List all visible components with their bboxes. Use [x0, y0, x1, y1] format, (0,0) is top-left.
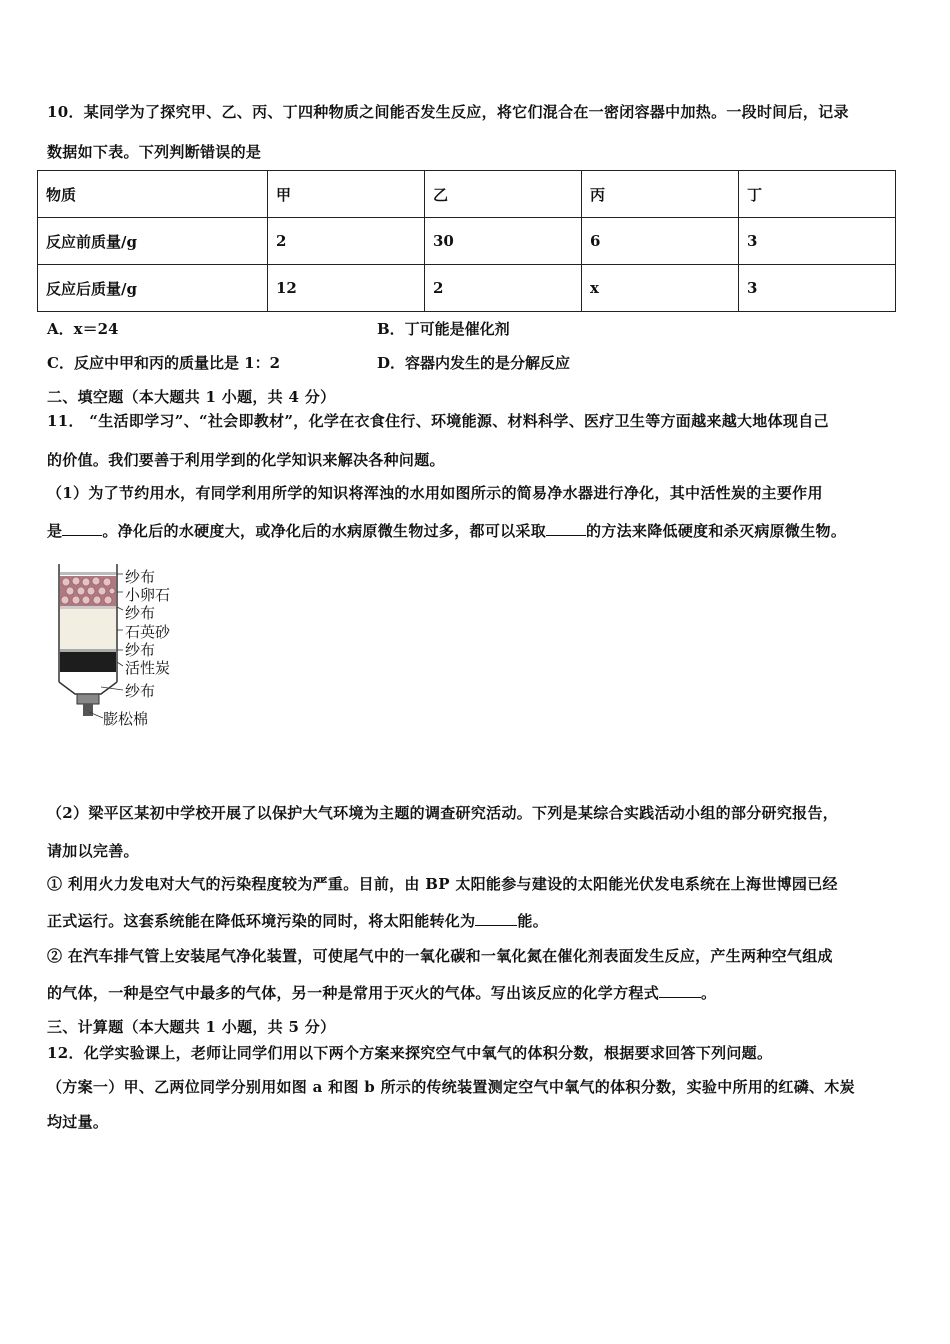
cotton-plug — [77, 694, 99, 704]
mass-data-table — [37, 170, 896, 312]
figure-label-gauze: 纱布 — [125, 604, 156, 622]
q12-stem-line1: 12．化学实验课上，老师让同学们用以下两个方案来探究空气中氧气的体积分数，根据要求回答下列问题。 — [47, 1044, 773, 1062]
figure-label-quartz-sand: 石英砂 — [125, 623, 171, 641]
table-cell: 反应前质量/g — [38, 218, 268, 265]
q11-item2-text-b: 。 — [701, 984, 717, 1002]
answer-blank[interactable] — [659, 983, 701, 998]
table-cell: 反应后质量/g — [38, 265, 268, 312]
q11-part1-line1: （1）为了节约用水，有同学利用所学的知识将浑浊的水用如图所示的简易净水器进行净化，其中活性炭的主要作用 — [47, 484, 823, 502]
option-c[interactable]: C．反应中甲和丙的质量比是 1：2 — [47, 354, 281, 372]
q11-item2-text-a: 的气体，一种是空气中最多的气体，另一种是常用于灭火的气体。写出该反应的化学方程式 — [47, 984, 660, 1002]
q11-part2-line2: 请加以完善。 — [47, 842, 139, 860]
table-cell: 丙 — [582, 171, 739, 218]
gauze-layer — [60, 572, 116, 575]
answer-blank[interactable] — [62, 521, 102, 536]
q11-item1-text-a: 正式运行。这套系统能在降低环境污染的同时，将太阳能转化为 — [47, 912, 476, 930]
quartz-sand-layer — [60, 609, 116, 649]
section-heading-fill-in: 二、填空题（本大题共 1 小题，共 4 分） — [47, 388, 336, 406]
table-cell: 乙 — [425, 171, 582, 218]
table-cell: 30 — [425, 218, 582, 265]
table-header-row — [38, 171, 896, 218]
figure-label-gauze: 纱布 — [125, 641, 156, 659]
table-row — [38, 265, 896, 312]
q11-item2-line2 — [47, 982, 716, 1003]
q11-part1-text-c: 的方法来降低硬度和杀灭病原微生物。 — [586, 522, 847, 540]
gauze-layer — [60, 606, 116, 609]
q11-stem-line1: 11． “生活即学习”、“社会即教材”，化学在衣食住行、环境能源、材料科学、医疗卫生等方面越来越大地体现自己 — [47, 412, 829, 430]
answer-blank[interactable] — [475, 911, 517, 926]
table-cell: 2 — [268, 218, 425, 265]
q11-item1-line2 — [47, 910, 548, 931]
table-cell: 物质 — [38, 171, 268, 218]
q11-part1-text-b: 。净化后的水硬度大，或净化后的水病原微生物过多，都可以采取 — [102, 522, 547, 540]
table-row — [38, 218, 896, 265]
figure-label-gauze: 纱布 — [125, 568, 156, 586]
table-cell: x — [582, 265, 739, 312]
table-cell: 2 — [425, 265, 582, 312]
answer-blank[interactable] — [546, 521, 586, 536]
gauze-layer — [60, 649, 116, 652]
section-heading-calculation: 三、计算题（本大题共 1 小题，共 5 分） — [47, 1018, 336, 1036]
table-cell: 3 — [739, 265, 896, 312]
option-d[interactable]: D．容器内发生的是分解反应 — [377, 354, 571, 372]
q10-stem-line2: 数据如下表。下列判断错误的是 — [47, 143, 262, 161]
table-cell: 甲 — [268, 171, 425, 218]
option-b[interactable]: B．丁可能是催化剂 — [377, 320, 510, 338]
option-a[interactable]: A．x＝24 — [47, 320, 119, 338]
q10-stem-line1: 10．某同学为了探究甲、乙、丙、丁四种物质之间能否发生反应，将它们混合在一密闭容器中加热。一段时间后，记录 — [47, 103, 849, 121]
table-cell: 3 — [739, 218, 896, 265]
table-cell: 12 — [268, 265, 425, 312]
figure-label-pebbles: 小卵石 — [125, 586, 171, 604]
figure-label-cotton: 膨松棉 — [103, 710, 149, 728]
q12-stem-line2: （方案一）甲、乙两位同学分别用如图 a 和图 b 所示的传统装置测定空气中氧气的体积分数，实验中所用的红磷、木炭 — [47, 1078, 855, 1096]
q11-stem-line2: 的价值。我们要善于利用学到的化学知识来解决各种问题。 — [47, 451, 445, 469]
table-cell: 6 — [582, 218, 739, 265]
outlet-tube — [83, 704, 93, 716]
figure-label-gauze: 纱布 — [125, 682, 156, 700]
q11-item1-text-b: 能。 — [517, 912, 549, 930]
table-cell: 丁 — [739, 171, 896, 218]
q11-part1-text-a: 是 — [47, 522, 63, 540]
q11-part2-line1: （2）梁平区某初中学校开展了以保护大气环境为主题的调查研究活动。下列是某综合实践活动小组的部分研究报告， — [47, 804, 839, 822]
water-filter-figure — [55, 562, 205, 742]
q11-part1-line2 — [47, 520, 846, 541]
q11-item2-line1: ② 在汽车排气管上安装尾气净化装置，可使尾气中的一氧化碳和一氧化氮在催化剂表面发生反应，产生两种空气组成 — [47, 947, 833, 965]
activated-carbon-layer — [60, 652, 116, 672]
q11-item1-line1: ① 利用火力发电对大气的污染程度较为严重。目前，由 BP 太阳能参与建设的太阳能光伏发电系统在上海世博园已经 — [47, 875, 838, 893]
figure-label-activated-carbon: 活性炭 — [125, 659, 171, 677]
q12-stem-line3: 均过量。 — [47, 1113, 109, 1131]
